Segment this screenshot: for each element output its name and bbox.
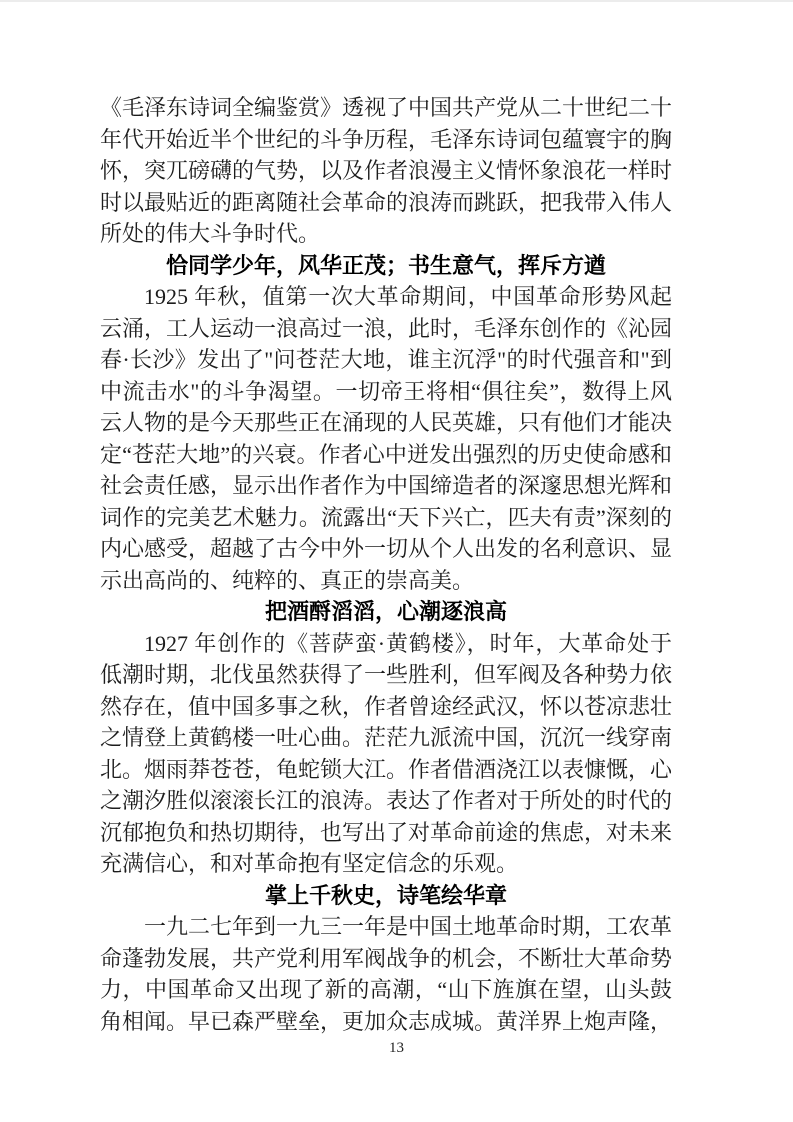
document-text-area (100, 92, 672, 1037)
section-heading-2: 把酒酹滔滔，心潮逐浪高 (264, 599, 507, 624)
paragraph-1927: 1927 年创作的《菩萨蛮·黄鹤楼》，时年，大革命处于低潮时期，北伐虽然获得了一些胜利，但军阀及各种势力依然存在，值中国多事之秋，作者曾途经武汉，怀以苍凉悲壮之情登上黄鹤楼一吐心曲。茫茫九派流中国，沉沉一线穿南北。烟雨莽苍苍，龟蛇锁大江。作者借酒浇江以表慷慨，心之潮汐胜似滚滚长江的浪涛。表达了作者对于所处的时代的沉郁抱负和热切期待，也写出了对革命前途的焦虑，对未来充满信心，和对革命抱有坚定信念的乐观。 (100, 630, 673, 876)
paragraph-land-revolution: 一九二七年到一九三一年是中国土地革命时期，工农革命蓬勃发展，共产党利用军阀战争的机会，不断壮大革命势力，中国革命又出现了新的高潮，“山下旌旗在望，山头鼓角相闻。早已森严壁垒，更加众志成城。黄洋界上炮声隆， (100, 914, 673, 1034)
paragraph-1925: 1925 年秋，值第一次大革命期间，中国革命形势风起云涌，工人运动一浪高过一浪，此时，毛泽东创作的《沁园春·长沙》发出了"问苍茫大地，谁主沉浮"的时代强音和"到中流击水"的斗争渴望。一切帝王将相“俱往矣”，数得上风云人物的是今天那些正在涌现的人民英雄，只有他们才能决定“苍茫大地”的兴衰。作者心中迸发出强烈的历史使命感和社会责任感，显示出作者作为中国缔造者的深邃思想光辉和词作的完美艺术魅力。流露出“天下兴亡，匹夫有责”深刻的内心感受，超越了古今中外一切从个人出发的名利意识、显示出高尚的、纯粹的、真正的崇高美。 (100, 284, 673, 593)
paragraph-intro: 《毛泽东诗词全编鉴赏》透视了中国共产党从二十世纪二十年代开始近半个世纪的斗争历程，毛泽东诗词包蕴寰宇的胸怀，突兀磅礴的气势，以及作者浪漫主义情怀象浪花一样时时以最贴近的距离随社会革命的浪涛而跳跃，把我带入伟人所处的伟大斗争时代。 (100, 95, 673, 246)
section-heading-1: 恰同学少年，风华正茂；书生意气，挥斥方遒 (165, 252, 606, 278)
section-heading-3: 掌上千秋史，诗笔绘华章 (264, 882, 507, 908)
page-number: 13 (389, 1040, 404, 1056)
